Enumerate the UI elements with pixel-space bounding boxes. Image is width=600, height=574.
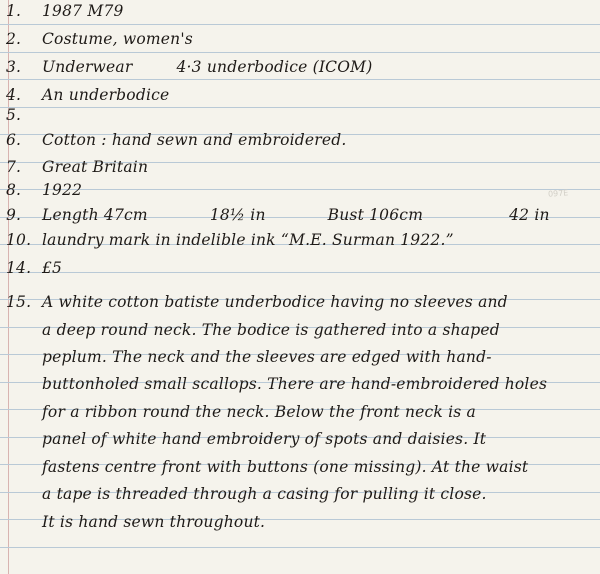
entry-text: £5 [42, 259, 63, 277]
entry-number: 2. [6, 30, 22, 48]
ruled-line [0, 107, 600, 108]
bust-inches: 42 in [509, 206, 550, 224]
entry-line-5 [6, 106, 42, 124]
entry-text: panel of white hand embroidery of spots and daisies. It [42, 430, 487, 448]
entry-number: 10. [6, 231, 32, 249]
entry-line-9 [6, 206, 550, 224]
entry-text: Underwear [42, 58, 133, 76]
entry-line-15 [6, 293, 508, 311]
entry-text: for a ribbon round the neck. Below the front neck is a [42, 403, 476, 421]
entry-number: 8. [6, 181, 22, 199]
entry-line-4 [6, 86, 169, 104]
entry-text: a deep round neck. The bodice is gathered into a shaped [42, 321, 500, 339]
entry-line-14 [6, 259, 62, 277]
entry-text: Great Britain [42, 158, 149, 176]
entry-number: 7. [6, 158, 22, 176]
entry-text: A white cotton batiste underbodice having no sleeves and [42, 293, 508, 311]
description-line [6, 375, 547, 393]
entry-text: peplum. The neck and the sleeves are edged with hand- [42, 348, 492, 366]
entry-line-3 [6, 58, 372, 76]
entry-number: 4. [6, 86, 22, 104]
entry-text: It is hand sewn throughout. [42, 513, 266, 531]
description-line [6, 348, 492, 366]
entry-line-1 [6, 2, 124, 20]
entry-text: buttonholed small scallops. There are hand-embroidered holes [42, 375, 548, 393]
ruled-line [0, 24, 600, 25]
ruled-line [0, 547, 600, 548]
entry-line-8 [6, 181, 82, 199]
entry-line-2 [6, 30, 193, 48]
description-line [6, 321, 500, 339]
entry-text: Costume, women's [42, 30, 193, 48]
entry-number: 5. [6, 106, 22, 124]
entry-number: 15. [6, 293, 32, 311]
faint-stamp: 097E [547, 188, 569, 199]
ruled-line [0, 189, 600, 190]
entry-text: 1987 M79 [42, 2, 124, 20]
ruled-line [0, 52, 600, 53]
bust-cm: Bust 106cm [327, 206, 424, 224]
entry-number: 3. [6, 58, 22, 76]
description-line [6, 458, 528, 476]
entry-line-6 [6, 131, 347, 149]
ruled-line [0, 272, 600, 273]
description-line [6, 430, 486, 448]
entry-text: Length 47cm [42, 206, 148, 224]
entry-extra: 4·3 underbodice (ICOM) [176, 58, 373, 76]
entry-text: Cotton : hand sewn and embroidered. [42, 131, 347, 149]
entry-text: An underbodice [42, 86, 170, 104]
ruled-line [0, 79, 600, 80]
description-line [6, 485, 487, 503]
entry-line-7 [6, 158, 148, 176]
entry-number: 1. [6, 2, 22, 20]
entry-line-10 [6, 231, 454, 249]
description-line [6, 403, 476, 421]
entry-number: 6. [6, 131, 22, 149]
entry-text: a tape is threaded through a casing for pulling it close. [42, 485, 487, 503]
entry-text: laundry mark in indelible ink “M.E. Surman 1922.” [42, 231, 454, 249]
description-line [6, 513, 265, 531]
length-inches: 18½ in [209, 206, 266, 224]
entry-text: 1922 [42, 181, 83, 199]
entry-number: 14. [6, 259, 32, 277]
entry-number: 9. [6, 206, 22, 224]
entry-text: fastens centre front with buttons (one missing). At the waist [42, 458, 529, 476]
